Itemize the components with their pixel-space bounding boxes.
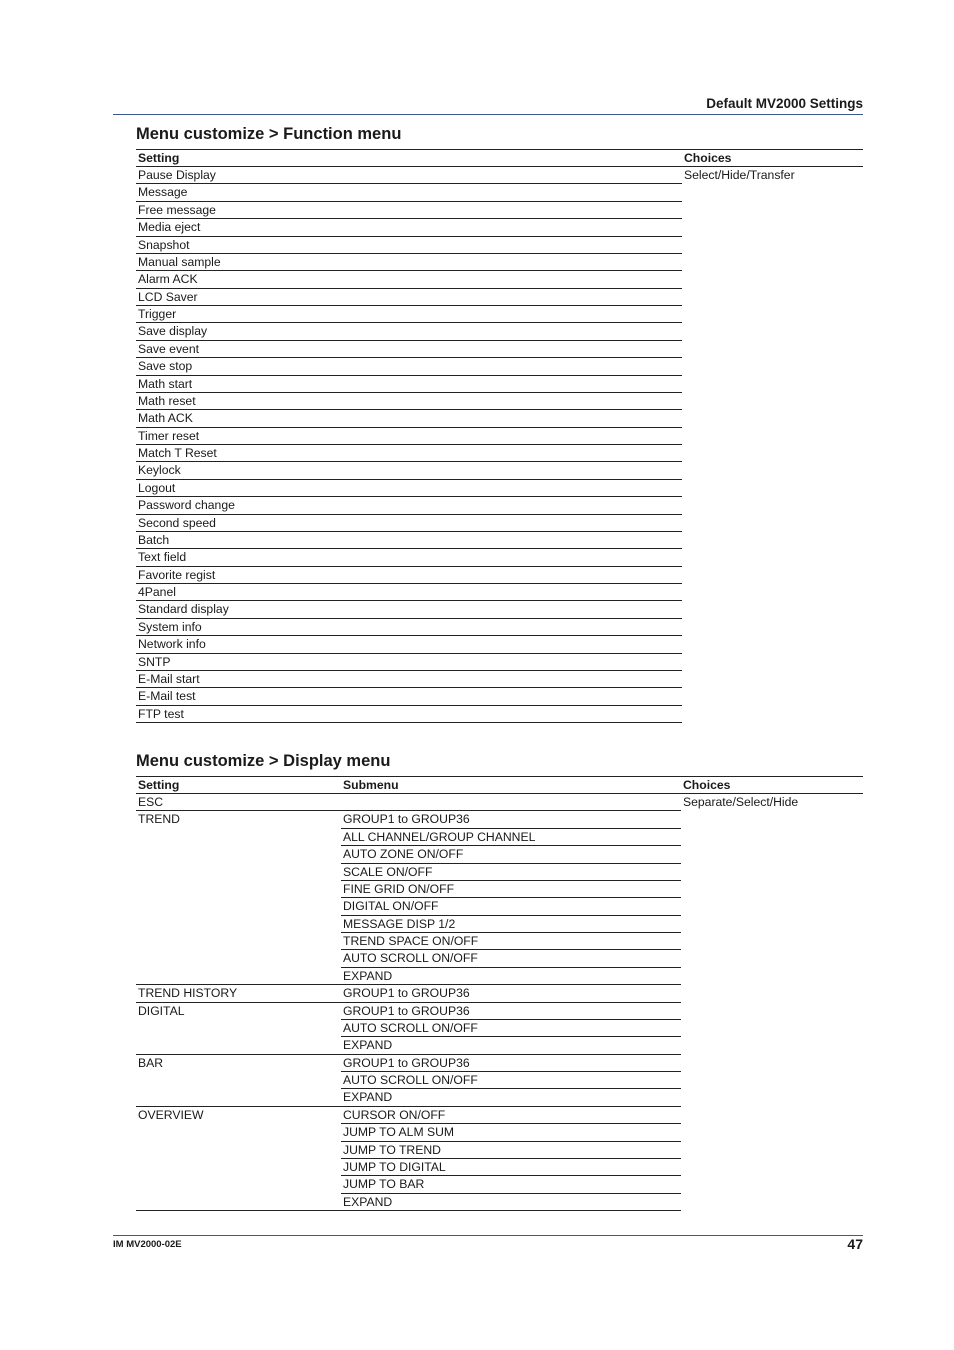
setting-cell: Standard display (136, 601, 682, 618)
setting-cell: 4Panel (136, 584, 682, 601)
submenu-cell: GROUP1 to GROUP36 (341, 1054, 681, 1071)
column-header-setting: Setting (136, 150, 682, 167)
submenu-cell: AUTO SCROLL ON/OFF (341, 1019, 681, 1036)
setting-cell: Favorite regist (136, 566, 682, 583)
footer-rule (113, 1235, 863, 1236)
setting-cell: Free message (136, 201, 682, 218)
setting-cell: ESC (136, 794, 341, 811)
setting-cell: E-Mail start (136, 670, 682, 687)
running-header: Default MV2000 Settings (706, 96, 863, 111)
setting-cell: Second speed (136, 514, 682, 531)
setting-cell: Save display (136, 323, 682, 340)
setting-cell: TREND (136, 811, 341, 985)
submenu-cell: SCALE ON/OFF (341, 863, 681, 880)
submenu-cell: DIGITAL ON/OFF (341, 898, 681, 915)
column-header-submenu: Submenu (341, 777, 681, 794)
submenu-cell: JUMP TO TREND (341, 1141, 681, 1158)
setting-cell: Media eject (136, 219, 682, 236)
setting-cell: Text field (136, 549, 682, 566)
submenu-cell: EXPAND (341, 967, 681, 984)
choices-cell: Separate/Select/Hide (683, 795, 799, 809)
submenu-cell: CURSOR ON/OFF (341, 1106, 681, 1123)
setting-cell: SNTP (136, 653, 682, 670)
setting-cell: FTP test (136, 705, 682, 722)
submenu-cell: ALL CHANNEL/GROUP CHANNEL (341, 828, 681, 845)
header-rule (113, 114, 863, 115)
setting-cell: Snapshot (136, 236, 682, 253)
setting-cell: OVERVIEW (136, 1106, 341, 1210)
setting-cell: E-Mail test (136, 688, 682, 705)
setting-cell: Keylock (136, 462, 682, 479)
setting-cell: Math start (136, 375, 682, 392)
table-row (136, 794, 863, 811)
setting-cell: DIGITAL (136, 1002, 341, 1054)
setting-cell: BAR (136, 1054, 341, 1106)
submenu-cell: JUMP TO BAR (341, 1176, 681, 1193)
setting-cell: Timer reset (136, 427, 682, 444)
display-menu-table (136, 776, 863, 1211)
setting-cell: Match T Reset (136, 445, 682, 462)
setting-cell: System info (136, 618, 682, 635)
submenu-cell: GROUP1 to GROUP36 (341, 985, 681, 1002)
setting-cell: Manual sample (136, 253, 682, 270)
document-id: IM MV2000-02E (113, 1239, 182, 1250)
column-header-choices: Choices (682, 150, 863, 167)
submenu-cell: MESSAGE DISP 1/2 (341, 915, 681, 932)
page-number: 47 (847, 1236, 863, 1252)
function-menu-title: Menu customize > Function menu (136, 125, 402, 143)
table-row (136, 167, 863, 184)
submenu-cell: JUMP TO DIGITAL (341, 1158, 681, 1175)
submenu-cell: JUMP TO ALM SUM (341, 1124, 681, 1141)
setting-cell: Save event (136, 340, 682, 357)
display-menu-title: Menu customize > Display menu (136, 752, 391, 770)
setting-cell: Math ACK (136, 410, 682, 427)
submenu-cell: AUTO SCROLL ON/OFF (341, 950, 681, 967)
setting-cell: Password change (136, 497, 682, 514)
setting-cell: Logout (136, 479, 682, 496)
submenu-cell: AUTO SCROLL ON/OFF (341, 1072, 681, 1089)
setting-cell: Pause Display (136, 167, 682, 184)
submenu-cell (341, 794, 681, 811)
setting-cell: Message (136, 184, 682, 201)
setting-cell: TREND HISTORY (136, 985, 341, 1002)
submenu-cell: EXPAND (341, 1037, 681, 1054)
submenu-cell: GROUP1 to GROUP36 (341, 1002, 681, 1019)
function-menu-table (136, 149, 863, 723)
setting-cell: Math reset (136, 392, 682, 409)
submenu-cell: GROUP1 to GROUP36 (341, 811, 681, 828)
setting-cell: Save stop (136, 358, 682, 375)
setting-cell: LCD Saver (136, 288, 682, 305)
column-header-setting: Setting (136, 777, 341, 794)
setting-cell: Alarm ACK (136, 271, 682, 288)
submenu-cell: EXPAND (341, 1089, 681, 1106)
submenu-cell: AUTO ZONE ON/OFF (341, 846, 681, 863)
column-header-choices: Choices (681, 777, 863, 794)
submenu-cell: EXPAND (341, 1193, 681, 1210)
choices-cell: Select/Hide/Transfer (684, 168, 795, 182)
submenu-cell: FINE GRID ON/OFF (341, 880, 681, 897)
setting-cell: Batch (136, 531, 682, 548)
setting-cell: Network info (136, 636, 682, 653)
setting-cell: Trigger (136, 306, 682, 323)
submenu-cell: TREND SPACE ON/OFF (341, 933, 681, 950)
